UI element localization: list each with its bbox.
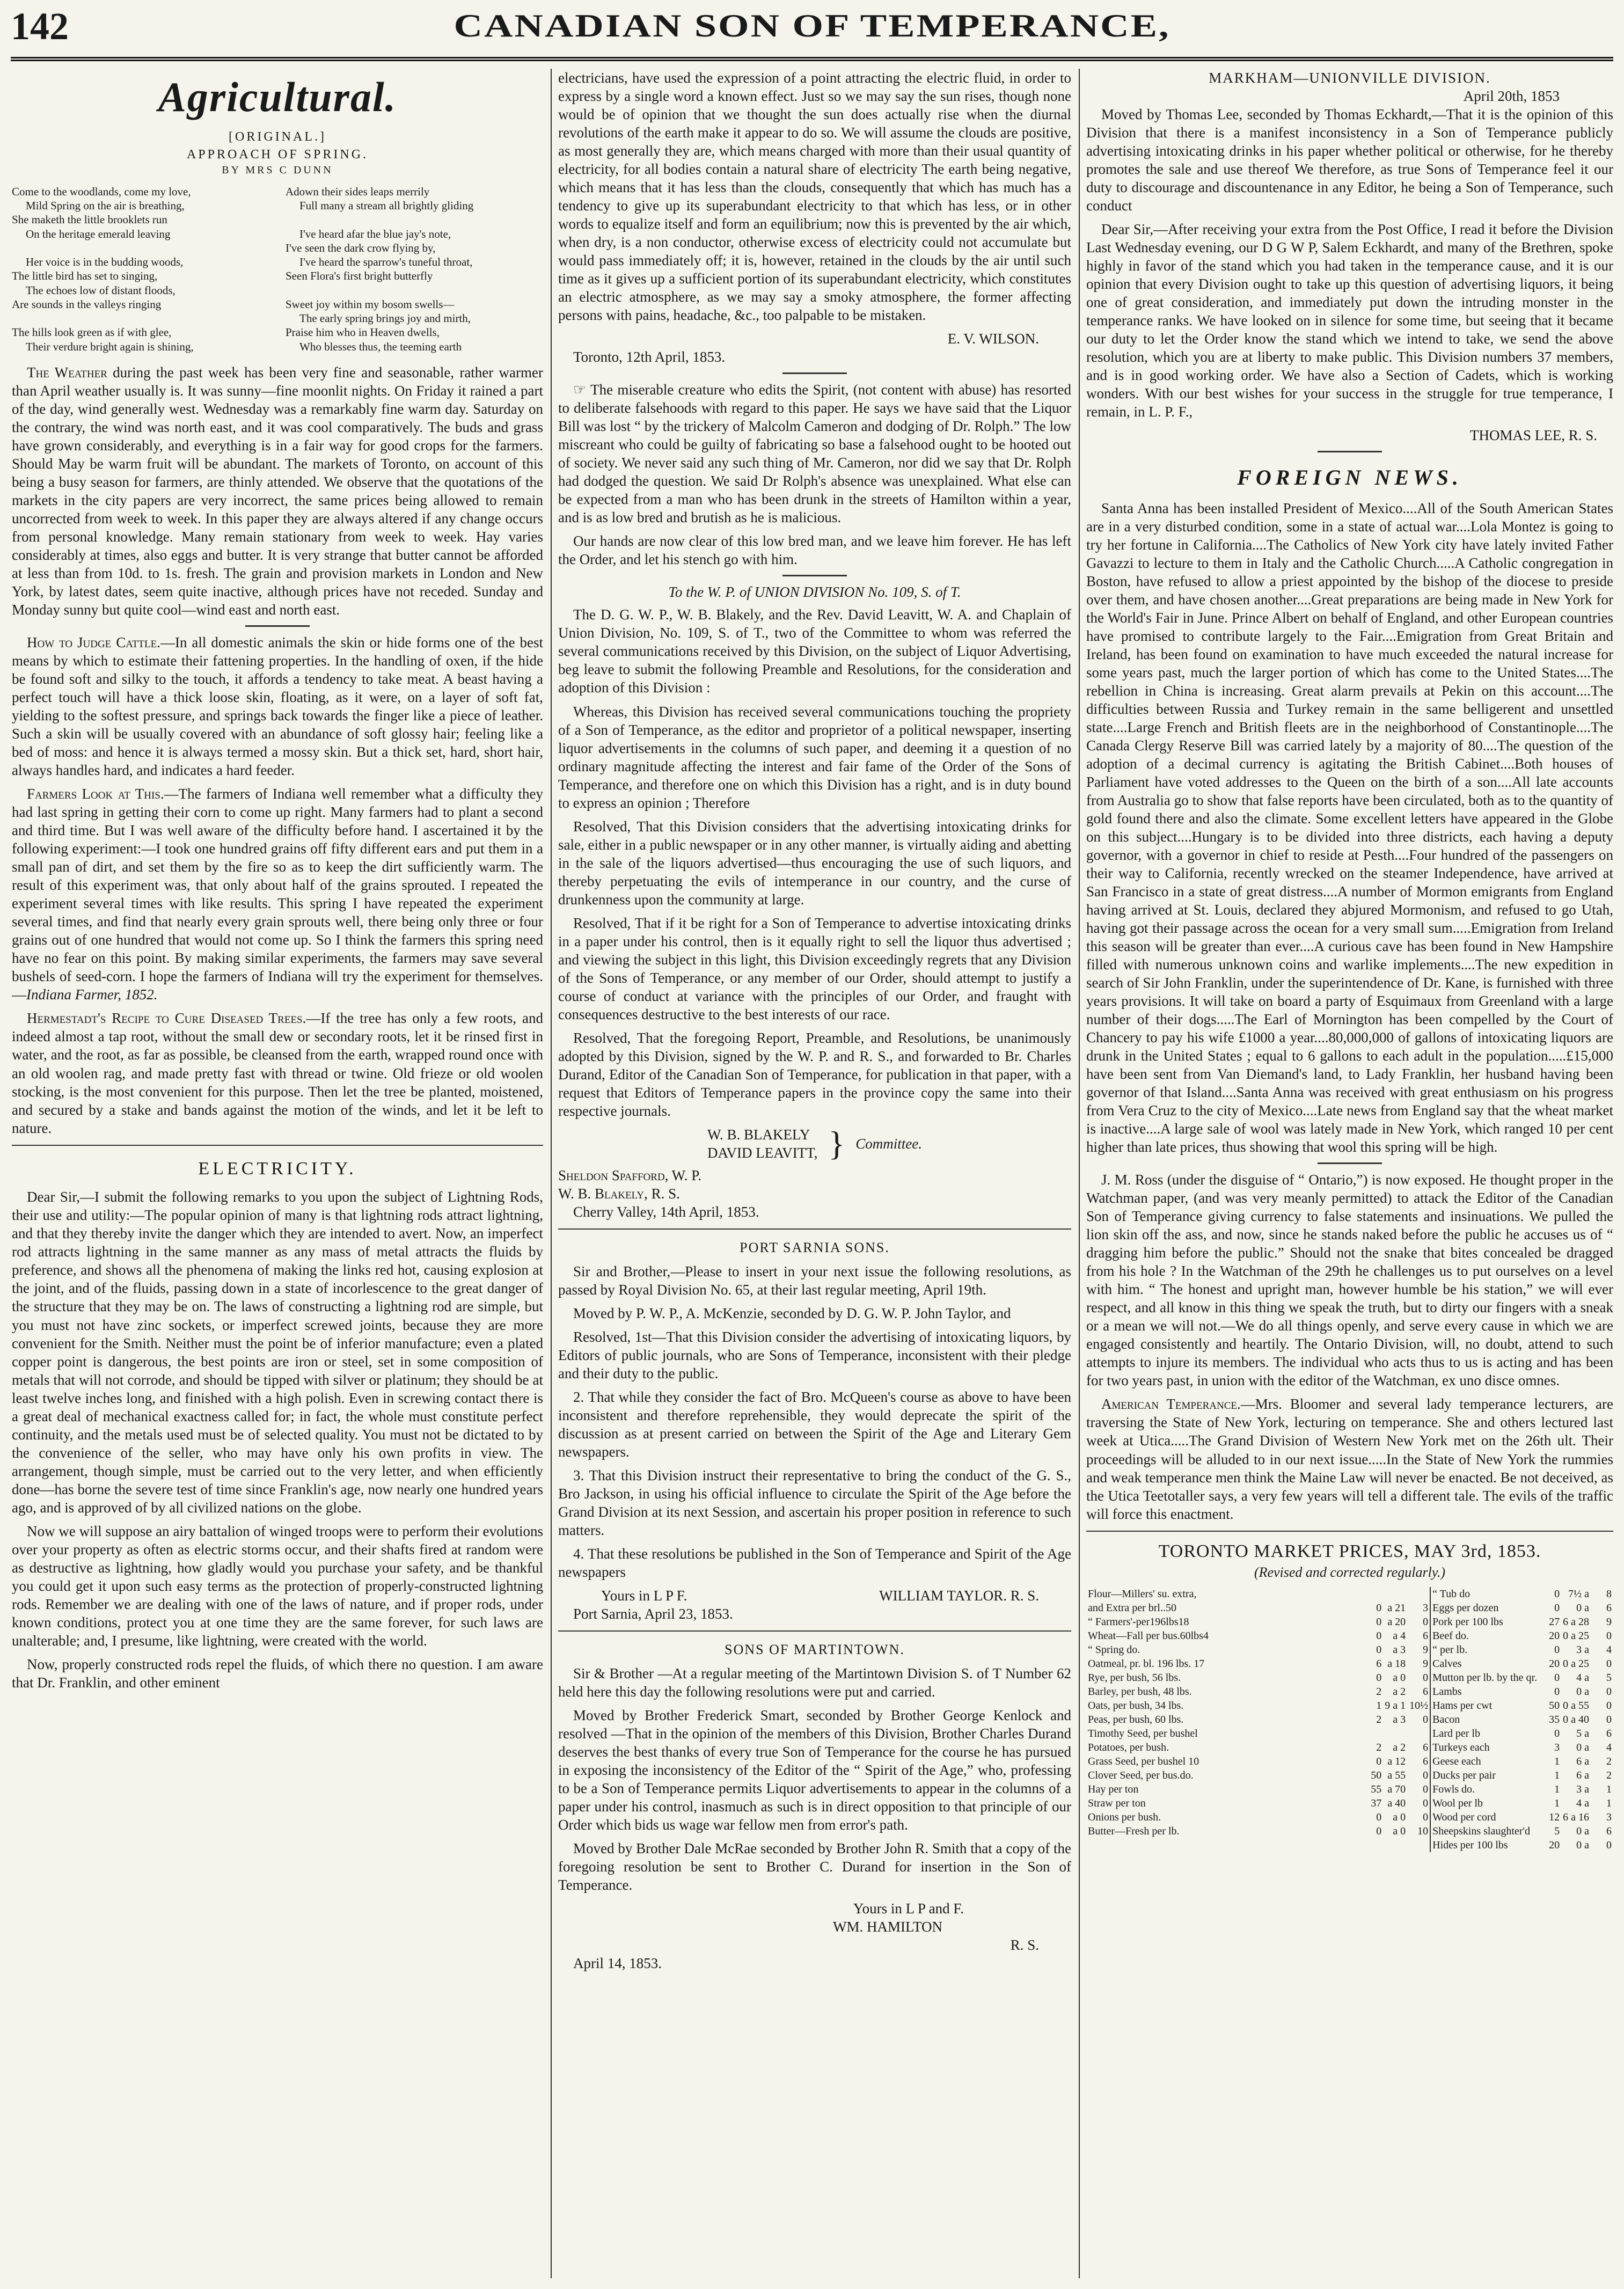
market-price: a 2	[1393, 1686, 1406, 1698]
market-price: 0	[1606, 1630, 1612, 1642]
market-price: 6	[1423, 1756, 1429, 1768]
weather-article	[12, 363, 543, 619]
poem-line: I've heard the sparrow's tuneful throat,	[299, 255, 473, 269]
market-item: Hay per ton	[1088, 1783, 1139, 1796]
market-price: 2	[1376, 1714, 1382, 1726]
market-item: Hams per cwt	[1430, 1699, 1539, 1713]
market-price: 0	[1376, 1644, 1382, 1656]
market-price: 6 a 28	[1563, 1616, 1589, 1628]
market-item: Wheat—Fall per bus.60lbs4	[1088, 1630, 1209, 1642]
divider	[245, 625, 310, 627]
original-label: [ORIGINAL.]	[229, 130, 326, 144]
poem-line: Her voice is in the budding woods,	[26, 255, 184, 269]
market-price: 1	[1554, 1756, 1560, 1768]
market-price: 6 a 16	[1563, 1811, 1589, 1824]
poem-byline: BY MRS C DUNN	[222, 164, 333, 176]
martintown-signer: WM. HAMILTON	[832, 1918, 942, 1935]
table-row	[1086, 1796, 1613, 1810]
table-row	[1086, 1699, 1613, 1713]
market-item: Beef do.	[1430, 1629, 1539, 1643]
market-item: Mutton per lb. by the qr.	[1430, 1671, 1539, 1685]
market-price	[1383, 1727, 1407, 1740]
poem-line: She maketh the little brooklets run	[12, 213, 167, 226]
market-item: Oatmeal, pr. bl. 196 lbs. 17	[1088, 1658, 1205, 1670]
committee-member: W. B. BLAKELY	[707, 1126, 810, 1143]
market-price: 35	[1549, 1714, 1560, 1726]
masthead	[11, 3, 1613, 61]
market-price: 0	[1606, 1700, 1612, 1712]
market-price: 0	[1423, 1672, 1429, 1684]
market-item	[1086, 1838, 1360, 1852]
market-price: 0 a 55	[1563, 1700, 1589, 1712]
farmers-source: Indiana Farmer, 1852.	[26, 986, 158, 1003]
cattle-text: —In all domestic animals the skin or hide forms one of the best means by which to estimate their fattening properties. In the handling of oxen, if the hide be found soft and silky to the touch, it affords a tendency to take meat. A beast having a perfect touch will have a thick loose skin, floating, as it were, on a layer of soft fat, yielding to the softest pressure, and springs back towards the finger like a piece of leather. Such a skin will be usually covered with an abundance of soft glossy hair; feeling like a bed of moss: and hence it is always termed a mossy skin. But a thick set, hard, short hair, always handles hard, and indicates a hard feeder.	[12, 634, 543, 779]
poem-line: The little bird has set to singing,	[12, 269, 158, 283]
sarnia-date: Port Sarnia, April 23, 1853.	[573, 1605, 733, 1622]
market-price: 37	[1371, 1797, 1382, 1810]
electricity-date: Toronto, 12th April, 1853.	[573, 349, 726, 365]
market-item: Clover Seed, per bus.do.	[1088, 1769, 1194, 1782]
market-item: “ Farmers'-per196lbs18	[1088, 1616, 1189, 1628]
market-price: a 18	[1387, 1658, 1406, 1670]
poem-line: I've heard afar the blue jay's note,	[299, 227, 451, 240]
union-date: Cherry Valley, 14th April, 1853.	[573, 1203, 759, 1220]
market-price: 6 a	[1576, 1756, 1589, 1768]
market-price: 0	[1606, 1839, 1612, 1852]
market-price: 0	[1376, 1616, 1382, 1628]
table-row	[1086, 1824, 1613, 1838]
market-price: 6 a	[1576, 1769, 1589, 1782]
market-price	[1383, 1838, 1407, 1852]
market-price: 0	[1606, 1686, 1612, 1698]
market-price	[1407, 1587, 1430, 1601]
market-price: 1	[1376, 1700, 1382, 1712]
ross-article: J. M. Ross (under the disguise of “ Ontario,”) is now exposed. He thought proper in the Watchman paper, (and was very meanly permitted) to attack the Editor of the Canadian Son of Temperance giving currency to false statements and insinuations. We pulled the lion skin off the ass, and now, since he stands naked before the public he accuses us of “ dragging him before the public.” Should not the snake that bites concealed be dragged from his hole ? In the Watchman of the 29th he challenges us to put ourselves on a level with him. “ The honest and upright man, however humble be his station,” we will ever respect, and all know in this thing we speak the truth, but to dirty our fingers with a sneak or a mean we will not.—We do all things openly, and serve every cause in which we are engaged consistently and heartily. The Ontario Division, will, no doubt, attend to such attempts to injure its members. The individual who acts thus to us is acting and has been for two years past, in union with the editor of the Watchman, ex uno disce omnes.	[1086, 1172, 1613, 1389]
market-price: 1	[1554, 1797, 1560, 1810]
table-row	[1086, 1782, 1613, 1796]
table-row	[1086, 1810, 1613, 1824]
martintown-paragraph: Moved by Brother Dale McRae seconded by Brother John R. Smith that a copy of the foregoing resolution be sent to Brother C. Durand for insertion in the Son of Temperance.	[558, 1840, 1071, 1893]
union-paragraph: Whereas, this Division has received several communications touching the propriety of a Son of Temperance, as the editor and proprietor of a political newspaper, inserting liquor advertisements in the columns of such paper, and deeming it a question of no ordinary magnitude affecting the interest and fair fame of the Order of the Sons of Temperance, and therefore one on which this Division has a right, and is in duty bound to express an opinion ; Therefore	[558, 703, 1071, 811]
union-paragraph: Resolved, That this Division considers that the advertising intoxicating drinks for sale, either in a public newspaper or in any other manner, is virtually aiding and abetting in the sale of the liquors advertised—thus encouraging the use of such liquors, and thereby perpetuating the evils of intemperance in our country, and the curse of drunkenness upon the community at large.	[558, 818, 1071, 908]
market-item: Hides per 100 lbs	[1430, 1838, 1539, 1852]
farmers-text: —The farmers of Indiana well remember what a difficulty they had last spring in getting their corn to come up right. Many farmers had to plant a second and third time. But I was well aware of the difficulty before hand. I ascertained it by the following experiment:—I took one hundred grains off fifty different ears and put them in a small pan of dirt, and set them by the fire so as to keep the dirt sufficiently warm. The result of this experiment was, that only about half of the grains sprouted. I repeated the experiment several times with like results. This spring I have repeated the experiment several times, and find that nearly every grain sprouts well, there being only three or four grains out of one hundred that would not come up. So I think the farmers this spring need have no fear on this point. By making similar experiments, the farmers may save several bushels of seed-corn. I hope the farmers of Indiana will try the experiment for themselves.—	[12, 786, 543, 1003]
market-price: a 21	[1387, 1602, 1406, 1614]
poem-title: APPROACH OF SPRING.	[186, 147, 369, 162]
market-price: 12	[1549, 1811, 1560, 1824]
market-price: 6	[1606, 1825, 1612, 1838]
table-row	[1086, 1657, 1613, 1671]
american-temperance-article	[1086, 1395, 1613, 1523]
market-price: 0	[1554, 1686, 1560, 1698]
market-price: a 0	[1393, 1811, 1406, 1824]
sarnia-sign-off: Yours in L P F.	[601, 1587, 687, 1604]
market-price: 55	[1371, 1783, 1382, 1796]
sarnia-paragraph: 2. That while they consider the fact of Bro. McQueen's course as above to have been inconsistent and therefore reprehensible, they would deprecate the spirit of the discussion as at present carried on between the Spirit of the Age and Literary Gem newspapers.	[558, 1388, 1071, 1460]
market-price: 4	[1606, 1742, 1612, 1754]
divider	[782, 372, 847, 374]
market-price: 0 a	[1576, 1686, 1589, 1698]
market-item: Butter—Fresh per lb.	[1088, 1825, 1180, 1838]
poem-line: The echoes low of distant floods,	[26, 283, 175, 297]
market-price: 5	[1554, 1825, 1560, 1838]
divider	[1086, 1531, 1613, 1532]
column-rule	[1079, 69, 1080, 2278]
poem-line	[286, 213, 543, 226]
market-item: Straw per ton	[1088, 1797, 1146, 1810]
market-price: 3	[1554, 1742, 1560, 1754]
poem-line	[12, 241, 269, 255]
market-price: 1	[1554, 1769, 1560, 1782]
market-price	[1360, 1727, 1383, 1740]
market-price: a 70	[1387, 1783, 1406, 1796]
market-item: Barley, per bush, 48 lbs.	[1088, 1686, 1192, 1698]
recipe-article	[12, 1009, 543, 1137]
market-price: 2	[1606, 1756, 1612, 1768]
market-price: 9	[1423, 1644, 1429, 1656]
market-price: 3 a	[1576, 1644, 1589, 1656]
sarnia-paragraph: 4. That these resolutions be published in the Son of Temperance and Spirit of the Age newspapers	[558, 1545, 1071, 1580]
markham-paragraph: Dear Sir,—After receiving your extra from the Post Office, I read it before the Division Last Wednesday evening, our D G W P, Salem Eckhardt, and many of the Brethren, spoke highly in favor of the stand which you had taken in the temperance cause, and it is our opinion that every Division ought to take up this question of advertising liquors, it being one of great consideration, and immediately put down the intruding monster in the temperance ranks. We have looked on in silence for some time, but seeing that it became our duty to let the Order know the stand which we intend to take, we send the above resolution, which you are at liberty to make public. This Division numbers 37 members, and is in good working order. We have also a Section of Cadets, which is working wonders. With our best wishes for your success in the struggle for true temperance, I remain, in L. P. F.,	[1086, 221, 1613, 420]
market-price: 0	[1376, 1602, 1382, 1614]
market-price: 9	[1423, 1658, 1429, 1670]
markham-heading: MARKHAM—UNIONVILLE DIVISION.	[1209, 70, 1491, 86]
sarnia-signer: WILLIAM TAYLOR. R. S.	[879, 1587, 1039, 1604]
poem-line: I've seen the dark crow flying by,	[286, 241, 436, 254]
foreign-news-text: Santa Anna has been installed President of Mexico....All of the South American States are in a very disturbed condition, some in a state of actual war....Lola Montez is going to try her fortune in California....The Catholics of New York city have lately invited Father Gavazzi to lecture to them in Italy and the Catholic Church.....A Catholic congregation in Boston, have refused to allow a priest appointed by the bishop of the diocese to preside over them, and have chosen another....Great preparations are being made in New York for the World's Fair in June. Prince Albert on behalf of England, and other European countries have promised to contribute largely to the Fair....Emigration from Great Britain and Ireland, has been found on examination to have much exceeded the natural increase for some years past, much the larger portion of which has come to the United States....The rebellion in China is increasing. Great alarm prevails at Pekin on this account....The difficulties between Russia and Turkey remain in the same belligerent and unsettled state....Large French and British fleets are in the neighborhood of Constantinople....The Canada Clergy Reserve Bill was carried lately by a majority of 80....The question of the adoption of a decimal currency is agitating the British Cabinet....Both houses of Parliament have voted addresses to the Queen on the birth of a son....All late accounts from Australia go to show that false reports have been circulated, both as to the quantity of gold found there and also the climate. Some excellent letters have appeared in the Globe on this subject....Hungary is to be divided into three districts, each having a deputy governor, with a governor in chief to reside at Pesth....Four hundred of the passengers on their way to California, recently wrecked on the steamer Independence, have arrived at San Francisco in a state of great distress....A number of Mormon emigrants from England having arrived at St. Louis, declared they abjured Mormonism, and refused to go Utah, having got their passage across the ocean for a very small sum.....Emigration from Ireland this season will be greater than ever....A curious cave has been found in New Hampshire filled with numerous unknown coins and warlike implements....The new expedition in search of Sir John Franklin, under the superintendence of Dr. Kane, is furnished with three years provisions. It will take on board a party of Esquimaux from Greenland with a large number of their dogs.....The Earl of Mornington has been compelled by the Court of Chancery to pay his wife £1000 a year....80,000,000 of gallons of intoxicating liquors are drunk in the United States ; equal to 6 gallons to each adult in the population.....£15,000 have been sent from Van Diemand's land, to Lady Franklin, her husband having been governor of that Island....Santa Anna was received with great enthusiasm on his progress from Vera Cruz to the city of Mexico....Late news from England say that the wheat market is inactive....A large sale of wool was lately made in New York, which ranged 10 per cent higher than late prices, thus showing that wool this spring will be high.	[1086, 500, 1613, 1156]
market-price: 6	[1423, 1742, 1429, 1754]
poem-line: The hills look green as if with glee,	[12, 326, 172, 339]
martintown-paragraph: Moved by Brother Frederick Smart, seconded by Brother George Kenlock and resolved —That in the opinion of the members of this Division, Brother Charles Durand deserves the best thanks of every true Son of Temperance for the course he has pursued in exposing the inconsistency of the Editor of the “ Spirit of the Age,” who, professing to be a Son of Temperance permits Liquor advertisements to appear in the columns of a paper under his control, inasmuch as such is in direct opposition to that principle of our Order which bids us wage war fellow men from error's path.	[558, 1707, 1071, 1833]
sarnia-paragraph: Resolved, 1st—That this Division consider the advertising of intoxicating liquors, by Editors of public journals, who are Sons of Temperance, inconsistent with their pledge and their duty to the public.	[558, 1328, 1071, 1381]
union-paragraph: Resolved, That if it be right for a Son of Temperance to advertise intoxicating drinks in a paper under his control, then is it equally right to sell the liquor thus advertised ; and viewing the subject in this light, this Division exceedingly regrets that any Division of the Sons of Temperance, or any member of our Order, should attempt to justify a course of conduct at variance with the principles of our Order, and fraught with consequences destructive to the best interests of our race.	[558, 915, 1071, 1022]
market-price	[1360, 1587, 1383, 1601]
weather-text: during the past week has been very fine and seasonable, rather warmer than April weather usually is. It was sunny—fine moonlit nights. On Friday it rained a part of the day, wind generally west. Wednesday was a remarkably fine warm day. Saturday on the contrary, the wind was north east, and it was cool comparatively. The buds and grass have grown considerably, and everything is in a fair way for good crops for the farmers. Should May be warm fruit will be abundant. The markets of Toronto, on account of this being a busy season for farmers, are thinly attended. We observe that the quotations of the markets in the city papers are very incorrect, the same prices being allowed to remain uncorrected from week to week. In this paper they are always altered if any change occurs from personal knowledge. Many remain stationary from week to week. Hay varies considerably at times, also eggs and butter. It is very strange that butter cannot be afforded at less than from 10d. to 1s. fresh. The grain and provision markets in London and New York, by latest dates, seem quite inactive, although prices have not receded. Sunday and Monday sunny but quite cool—wind east and north east.	[12, 364, 543, 618]
market-price: 0	[1423, 1797, 1429, 1810]
market-price: 20	[1549, 1658, 1560, 1670]
market-price: 20	[1549, 1839, 1560, 1852]
market-price: 27	[1549, 1616, 1560, 1628]
markham-paragraph: Moved by Thomas Lee, seconded by Thomas Eckhardt,—That it is the opinion of this Division that there is a manifest inconsistency in a Son of Temperance publicly advertising intoxicating drinks in his paper whether political or otherwise, for he thereby promotes the sale and use thereof We therefore, as true Sons of Temperance feel it our duty to discourage and discountenance in any Editor, he being a Son of Temperance, such conduct	[1086, 106, 1613, 214]
market-item: and Extra per brl..50	[1088, 1602, 1176, 1614]
poem-line: Are sounds in the valleys ringing	[12, 297, 162, 311]
market-price: 5	[1606, 1672, 1612, 1684]
market-price: 0	[1376, 1672, 1382, 1684]
table-row	[1086, 1754, 1613, 1768]
brace-symbol: }	[828, 1124, 845, 1162]
market-item: Calves	[1430, 1657, 1539, 1671]
union-paragraph: The D. G. W. P., W. B. Blakely, and the Rev. David Leavitt, W. A. and Chaplain of Union Division, No. 109, S. of T., two of the Committee to whom was referred the several communications received by this Division, on the subject of Liquor Advertising, beg leave to submit the following Preamble and Resolutions, for the consideration and adoption of this Division :	[558, 606, 1071, 696]
column-1	[12, 69, 543, 2278]
column-rule	[551, 69, 552, 2278]
market-item: Sheepskins slaughter'd	[1430, 1824, 1539, 1838]
market-price: 0	[1376, 1756, 1382, 1768]
martintown-heading: SONS OF MARTINTOWN.	[725, 1641, 905, 1657]
market-price: 0 a	[1576, 1742, 1589, 1754]
union-signature: Sheldon Spafford, W. P.	[558, 1167, 701, 1183]
poem-line: Sweet joy within my bosom swells—	[286, 297, 455, 311]
poem-line: The early spring brings joy and mirth,	[299, 312, 471, 325]
poem-line: On the heritage emerald leaving	[26, 227, 171, 240]
poem-line: Come to the woodlands, come my love,	[12, 185, 191, 198]
markham-signature: THOMAS LEE, R. S.	[1469, 427, 1597, 444]
market-price: 0	[1376, 1630, 1382, 1642]
market-price	[1407, 1727, 1430, 1740]
cattle-lead: How to Judge Cattle.	[27, 634, 160, 651]
divider	[1318, 1162, 1382, 1164]
market-price: 3 a	[1576, 1783, 1589, 1796]
market-price	[1407, 1838, 1430, 1852]
market-price: 3	[1606, 1811, 1612, 1824]
market-item: “ Tub do	[1430, 1587, 1539, 1601]
market-price: 0	[1554, 1588, 1560, 1600]
market-price: 0	[1554, 1644, 1560, 1656]
spirit-article-end: Our hands are now clear of this low bred man, and we leave him forever. He has left the Order, and let his stench go with him.	[558, 533, 1071, 568]
market-price: 7½ a	[1568, 1588, 1589, 1600]
market-price: 0 a	[1576, 1602, 1589, 1614]
market-price: 2	[1376, 1686, 1382, 1698]
committee-names	[707, 1125, 817, 1162]
electricity-signature: E. V. WILSON.	[947, 331, 1039, 347]
market-price: 8	[1606, 1588, 1612, 1600]
market-item: “ per lb.	[1430, 1643, 1539, 1657]
market-item: Fowls do.	[1430, 1782, 1539, 1796]
cattle-article	[12, 633, 543, 779]
market-price: 2	[1606, 1769, 1612, 1782]
market-price: a 3	[1393, 1644, 1406, 1656]
market-price: 1	[1606, 1783, 1612, 1796]
market-prices-title: TORONTO MARKET PRICES, MAY 3rd, 1853.	[1158, 1541, 1541, 1561]
market-price: a 55	[1387, 1769, 1406, 1782]
market-price: 4 a	[1576, 1797, 1589, 1810]
market-item: Wood per cord	[1430, 1810, 1539, 1824]
market-price: 2	[1376, 1742, 1382, 1754]
spirit-article: ☞ The miserable creature who edits the Spirit, (not content with abuse) has resorted to deliberate falsehoods with regard to this paper. He says we have said that the Liquor Bill was lost “ by the trickery of Malcolm Cameron and dodging of Dr. Rolph.” The low miscreant who could be guilty of fabricating so base a falsehood ought to be hooted out of society. We never said any such thing of Mr. Cameron, nor did we say that Dr. Rolph had dodged the question. We said Dr Rolph's absence was unexplained. What else can be expected from a man who has been drunk in the streets of Hamilton within a year, and is as low bred and brutish as he is malicious.	[558, 382, 1071, 526]
market-item: Bacon	[1430, 1713, 1539, 1727]
market-item: Oats, per bush, 34 lbs.	[1088, 1700, 1184, 1712]
divider	[558, 1228, 1071, 1230]
market-prices-body	[1086, 1587, 1613, 1852]
market-item: Peas, per bush, 60 lbs.	[1088, 1714, 1184, 1726]
market-price: 3	[1423, 1602, 1429, 1614]
market-item: Pork per 100 lbs	[1430, 1615, 1539, 1629]
market-price: 10½	[1409, 1700, 1429, 1712]
farmers-lead: Farmers Look at This.	[27, 786, 164, 802]
market-price: 0	[1423, 1616, 1429, 1628]
electricity-paragraph: Now we will suppose an airy battalion of winged troops were to perform their evolutions over your property as often as electric storms occur, and their shafts fired at random were as destructive as lightning, how gladly would you purchase your safety, and be thankful you could get it upon such easy terms as the protection of properly-constructed lightning rods. Remember we are dealing with one of the laws of nature, and if proper rods, under known conditions, protect you at one time they are the same forever, for such laws are unalterable; and, I presume, like lightning, were created with the world.	[12, 1523, 543, 1649]
column-3	[1086, 69, 1613, 2278]
table-row	[1086, 1601, 1613, 1615]
market-item: Rye, per bush, 56 lbs.	[1088, 1672, 1181, 1684]
poem-line: Mild Spring on the air is breathing,	[26, 199, 185, 213]
market-price: 1	[1606, 1797, 1612, 1810]
market-price: 20	[1549, 1630, 1560, 1642]
market-price: 6	[1606, 1728, 1612, 1740]
market-price: 0 a 25	[1563, 1658, 1589, 1670]
table-row	[1086, 1768, 1613, 1782]
weather-lead: The Weather	[27, 364, 107, 381]
poem-line	[12, 311, 269, 325]
market-price: 0 a 25	[1563, 1630, 1589, 1642]
market-item: Lambs	[1430, 1685, 1539, 1699]
market-prices-table	[1086, 1587, 1613, 1852]
divider	[558, 1630, 1071, 1632]
martintown-paragraph: Sir & Brother —At a regular meeting of the Martintown Division S. of T Number 62 held here this day the following resolutions were put and carried.	[558, 1665, 1071, 1700]
sarnia-paragraph: 3. That this Division instruct their representative to bring the conduct of the G. S., Bro Jackson, in using his official influence to circulate the Spirit of the Age before the Grand Division at its next Session, and ascertain his proper position in reference to such matters.	[558, 1467, 1071, 1538]
american-lead: American Temperance.	[1101, 1396, 1241, 1413]
sarnia-signature	[558, 1586, 1071, 1605]
market-price: a 20	[1387, 1616, 1406, 1628]
column-2	[558, 69, 1071, 2278]
recipe-lead: Hermestadt's Recipe to Cure Diseased Trees.	[27, 1010, 306, 1027]
port-sarnia-heading: PORT SARNIA SONS.	[740, 1239, 890, 1255]
divider	[782, 575, 847, 576]
table-row	[1086, 1838, 1613, 1852]
market-item: Timothy Seed, per bushel	[1088, 1728, 1198, 1740]
market-price: 0	[1423, 1769, 1429, 1782]
market-price: 0 a	[1576, 1839, 1589, 1852]
agricultural-heading: Agricultural.	[158, 74, 397, 120]
poem-left-column	[12, 185, 269, 354]
market-price: 0 a	[1576, 1825, 1589, 1838]
electricity-paragraph: Dear Sir,—I submit the following remarks to you upon the subject of Lightning Rods, their use and utility:—The popular opinion of many is that lightning rods attract lightning, and that they thereby invite the danger which they are intended to avert. Now, an imperfect rod attracts lightning in the same manner as any mass of metal attracts the fluids by preference, and shows all the phenomena of making the links red hot, causing explosion at the joint, and of the fluids, passing down in a state of incorlescence to the great danger of the structure that they may be on. The laws of constructing a lightning rod are simple, but you must not have zinc sockets, or imperfect screwed joints, because they are more convenient for the Smith. Neither must the point be of inferior manufacture; even a plated copper point is dangerous, the best points are iron or steel, set in some composition of metals that will not corrode, and should be tipped with silver or platinum; they should be at least twelve inches long, and finished with a high polish. Even in screwing contact there is a great deal of mechanical exactness called for; in fact, the whole must constitute perfect continuity, and the metals used must be of selected quality. You must not be dictated to by the convenience of the seller, who may have only his own profits in view. The arrangement, though simple, must be carried out to the very letter, and when efficiently done—has borne the severe test of time since Franklin's age, now nearly one hundred years ago, and is approved of by all civilized nations on the globe.	[12, 1189, 543, 1516]
market-prices-subtitle: (Revised and corrected regularly.)	[1254, 1564, 1446, 1581]
market-price: 50	[1371, 1769, 1382, 1782]
market-price: 0 a 40	[1563, 1714, 1589, 1726]
martintown-date: April 14, 1853.	[573, 1955, 662, 1971]
page-number: 142	[11, 5, 69, 48]
electricity-paragraph: Now, properly constructed rods repel the fluids, of which there no question. I am aware that Dr. Franklin, and other eminent	[12, 1656, 543, 1691]
farmers-article	[12, 785, 543, 1004]
market-item: Geese each	[1430, 1754, 1539, 1768]
market-price: 0	[1376, 1825, 1382, 1838]
market-price: 9	[1606, 1616, 1612, 1628]
poem-line: Full many a stream all brightly gliding	[299, 199, 474, 213]
poem-line: Adown their sides leaps merrily	[286, 185, 430, 198]
divider	[1318, 451, 1382, 452]
market-price: a 0	[1393, 1672, 1406, 1684]
market-price: 0	[1423, 1783, 1429, 1796]
committee-signatures	[558, 1125, 1071, 1162]
market-price: a 2	[1393, 1742, 1406, 1754]
martintown-signer-title: R. S.	[1010, 1936, 1039, 1953]
newspaper-title: CANADIAN SON OF TEMPERANCE,	[453, 8, 1171, 44]
electricity-continued: electricians, have used the expression of a point attracting the electric fluid, in order to express by a single word a known effect. Just so we may say the sun rises, though none would be of opinion that we thought the sun does actually rise when the diurnal revolutions of the earth make it appear to do so. We will assume the clouds are positive, as most generally they are, which means charged with more than their usual quantity of electricity, for all bodies contain a natural share of electricity The earth being negative, which means that it has less than the clouds, consequently that which has much has a tendency to give up its superabundant electricity to that which has less, or in other words to equalize itself and form an equilibrium; now this is prevented by the air which, when dry, is a non conductor, otherwise excess of electricity could not accumulate but would pass immediately off; it is, however, retained in the clouds by the air until such time as it gives up a sufficient portion of its superabundant electricity, which constitutes an electric atmosphere, as we may say a smoky atmosphere, the former affecting persons with pains, headache, &c., too palpable to be mistaken.	[558, 70, 1071, 324]
market-price: 6	[1423, 1630, 1429, 1642]
market-price: 6	[1376, 1658, 1382, 1670]
market-price: 50	[1549, 1700, 1560, 1712]
union-signature: W. B. Blakely, R. S.	[558, 1185, 680, 1202]
committee-member: DAVID LEAVITT,	[707, 1144, 818, 1161]
american-text: —Mrs. Bloomer and several lady temperance lecturers, are traversing the State of New York, lecturing on temperance. She and others lectured last week at Utica.....The Grand Division of Western New York met on the 26th ult. Their proceedings will be alluded to in our next issue.....In the State of New York the rummies and weak temperance men think the Maine Law will never be enacted. Be not deceived, as the Utica Teetotaller says, a very few years will tell a different tale. The evils of the traffic will force this enactment.	[1086, 1396, 1613, 1522]
market-item: Flour—Millers' su. extra,	[1088, 1588, 1197, 1600]
sarnia-paragraph: Moved by P. W. P., A. McKenzie, seconded by D. G. W. P. John Taylor, and	[573, 1305, 1011, 1321]
market-item: Turkeys each	[1430, 1740, 1539, 1754]
market-price: 0	[1423, 1811, 1429, 1824]
poem-line: Who blesses thus, the teeming earth	[299, 340, 462, 353]
market-price: a 12	[1387, 1756, 1406, 1768]
market-price: 6	[1606, 1602, 1612, 1614]
poem-line	[286, 283, 543, 297]
union-paragraph: Resolved, That the foregoing Report, Preamble, and Resolutions, be unanimously adopted by this Division, signed by the W. P. and R. S., and forwarded to Br. Charles Durand, Editor of the Canadian Son of Temperance, for publication in that paper, with a request that Editors of Temperance papers in the province copy the same into their respective journals.	[558, 1029, 1071, 1119]
market-item: Ducks per pair	[1430, 1768, 1539, 1782]
market-item: Grass Seed, per bushel 10	[1088, 1756, 1199, 1768]
foreign-news-heading: FOREIGN NEWS.	[1237, 465, 1462, 490]
market-item: Potatoes, per bush.	[1088, 1742, 1169, 1754]
market-price	[1383, 1587, 1407, 1601]
market-price: 10	[1417, 1825, 1429, 1838]
recipe-text: —If the tree has only a few roots, and indeed almost a tap root, without the small dew or secondary roots, let it be rinsed first in water, and the root, as far as possible, be cleansed from the earth, wrapped round once with an old woolen rag, and made pretty fast with thread or twine. Old frieze or old woolen stocking, is the most convenient for this purpose. Then let the tree be planted, moistened, and secured by a stake and bands against the motion of the winds, and let it be left to nature.	[12, 1010, 543, 1136]
table-row	[1086, 1643, 1613, 1657]
market-price: 5 a	[1576, 1728, 1589, 1740]
market-price: 4 a	[1576, 1672, 1589, 1684]
market-item: “ Spring do.	[1088, 1644, 1140, 1656]
market-price: 0	[1554, 1602, 1560, 1614]
table-row	[1086, 1671, 1613, 1685]
market-item: Onions per bush.	[1088, 1811, 1161, 1824]
market-price: 0	[1606, 1714, 1612, 1726]
market-price: a 3	[1393, 1714, 1406, 1726]
poem	[12, 185, 543, 354]
table-row	[1086, 1727, 1613, 1740]
market-item: Lard per lb	[1430, 1727, 1539, 1740]
divider	[12, 1145, 543, 1146]
sarnia-paragraph: Sir and Brother,—Please to insert in your next issue the following resolutions, as passed by Royal Division No. 65, at their last regular meeting, April 19th.	[558, 1263, 1071, 1298]
poem-line: Praise him who in Heaven dwells,	[286, 326, 440, 339]
electricity-heading: ELECTRICITY.	[198, 1158, 357, 1179]
market-price: 9 a 1	[1385, 1700, 1406, 1712]
table-row	[1086, 1713, 1613, 1727]
committee-label: Committee.	[855, 1135, 922, 1152]
poem-line: Their verdure bright again is shining,	[26, 340, 194, 353]
martintown-sign-off: Yours in L P and F.	[853, 1900, 964, 1917]
market-price	[1360, 1838, 1383, 1852]
markham-date: April 20th, 1853	[1463, 88, 1560, 105]
union-division-heading: To the W. P. of UNION DIVISION No. 109, S. of T.	[668, 584, 961, 601]
market-price: a 0	[1393, 1825, 1406, 1838]
market-price: 0	[1554, 1672, 1560, 1684]
market-price: 6	[1423, 1686, 1429, 1698]
market-price: a 4	[1393, 1630, 1406, 1642]
table-row	[1086, 1629, 1613, 1643]
market-price: 0	[1606, 1658, 1612, 1670]
market-price: 4	[1606, 1644, 1612, 1656]
market-price: a 40	[1387, 1797, 1406, 1810]
market-price: 0	[1554, 1728, 1560, 1740]
table-row	[1086, 1587, 1613, 1601]
market-item: Eggs per dozen	[1430, 1601, 1539, 1615]
poem-right-column	[286, 185, 543, 354]
market-item: Wool per lb	[1430, 1796, 1539, 1810]
table-row	[1086, 1740, 1613, 1754]
market-price: 0	[1423, 1714, 1429, 1726]
table-row	[1086, 1685, 1613, 1699]
market-price: 1	[1554, 1783, 1560, 1796]
poem-line: Seen Flora's first bright butterfly	[286, 269, 433, 283]
market-price: 0	[1376, 1811, 1382, 1824]
table-row	[1086, 1615, 1613, 1629]
